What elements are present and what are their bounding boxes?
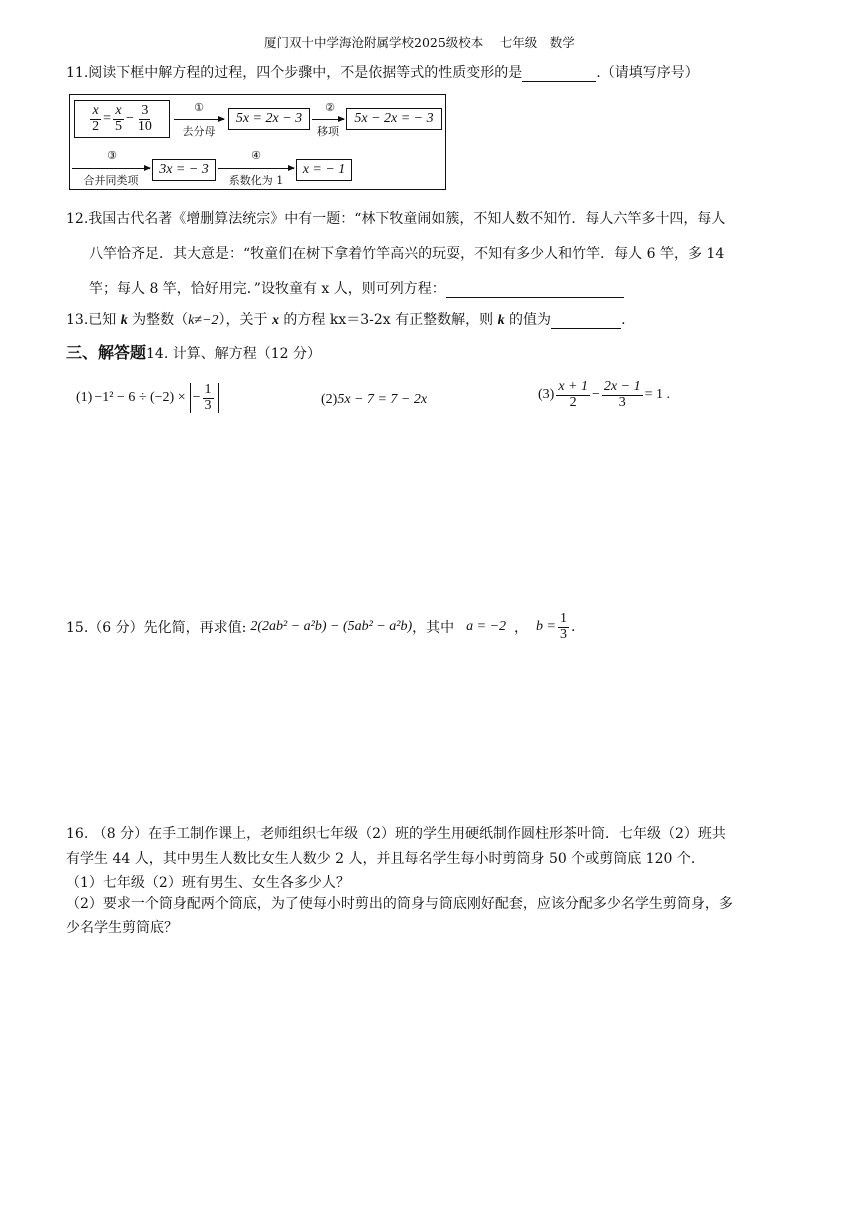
question-11-tail: .（请填写序号） <box>596 65 699 81</box>
answer-blank-13[interactable] <box>551 328 621 329</box>
step-1-number: ① <box>194 101 204 114</box>
problem-14-3: (3) $\frac{x + 1}{2}$ − $\frac{2x - 1}{3}$ = 1 . <box>538 379 670 410</box>
step-3-label: 合并同类项 <box>83 174 139 187</box>
step-3-arrow <box>72 168 150 169</box>
question-12-line-2: 八竿恰齐足．其大意是：“牧童们在树下拿着竹竿高兴的玩耍，不知有多少人和竹竿．每人 6 竿，多 14 <box>89 246 725 262</box>
question-16-line-2: 有学生 44 人，其中男生人数比女生人数少 2 人，并且每名学生每小时剪筒身 50 个或剪筒底 120 个． <box>66 851 705 867</box>
question-12-line-3: 竿；每人 8 竿，恰好用完．”设牧童有 x 人，则可列方程： <box>89 278 624 298</box>
question-16-part-2-cont: 少名学生剪筒底？ <box>66 920 178 936</box>
equation-box-4: 3x = − 3 <box>152 159 216 181</box>
question-12-line-1: 12.我国古代名著《增删算法统宗》中有一题：“林下牧童闹如簇，不知人数不知竹．每人六竿多十四，每人 <box>66 211 726 227</box>
solution-steps-frame <box>69 94 446 190</box>
equation-box-2: 5x = 2x − 3 <box>228 108 310 130</box>
answer-blank-12[interactable] <box>446 297 624 298</box>
problem-14-1: (1) −1² − 6 ÷ (−2) × − $\frac{1}{3}$ <box>76 383 219 413</box>
step-1-arrow <box>174 119 224 120</box>
question-14-title: 14. 计算、解方程（12 分） <box>146 346 321 362</box>
step-4-number: ④ <box>251 149 261 162</box>
problem-14-2: (2)5x − 7 = 7 − 2x <box>321 392 428 407</box>
step-1-label: 去分母 <box>182 125 216 138</box>
question-15: 15.（6 分）先化简，再求值: 2(2ab² − a²b) − (5ab² − a²b) ，其中 a = −2 ， b = $\frac{1}{3}$ . <box>66 611 576 642</box>
step-2-number: ② <box>325 101 335 114</box>
step-4-arrow <box>218 168 294 169</box>
question-13: 13.已知 k 为整数（k≠−2），关于 x 的方程 kx＝3-2x 有正整数解，则 k 的值为 . <box>66 312 626 328</box>
question-11-text: 11.阅读下框中解方程的过程，四个步骤中，不是依据等式的性质变形的是 <box>66 65 523 81</box>
section-3-title: 三、解答题 <box>66 343 147 362</box>
section-3-heading <box>66 340 321 363</box>
step-3-number: ③ <box>107 149 117 162</box>
question-16-part-2: （2）要求一个筒身配两个筒底，为了使每小时剪出的筒身与筒底刚好配套，应该分配多少名学生剪筒身，多 <box>66 896 733 912</box>
question-16-line-1: 16. （8 分）在手工制作课上，老师组织七年级（2）班的学生用硬纸制作圆柱形茶叶筒．七年级（2）班共 <box>66 826 726 842</box>
answer-blank-11[interactable] <box>522 81 596 82</box>
step-2-arrow <box>312 119 344 120</box>
equation-box-1: $\frac{x}{2}$ = $\frac{x}{5}$ − $\frac{3}{10}$ <box>74 100 170 138</box>
equation-box-5: x = − 1 <box>296 159 352 181</box>
question-16-part-1: （1）七年级（2）班有男生、女生各多少人？ <box>66 875 350 891</box>
step-2-label: 移项 <box>317 125 339 138</box>
step-4-label: 系数化为 1 <box>228 174 284 187</box>
page-header: 厦门双十中学海沧附属学校2025级校本 七年级 数学 <box>264 35 575 50</box>
question-11 <box>66 62 699 82</box>
equation-box-3: 5x − 2x = − 3 <box>346 108 442 130</box>
